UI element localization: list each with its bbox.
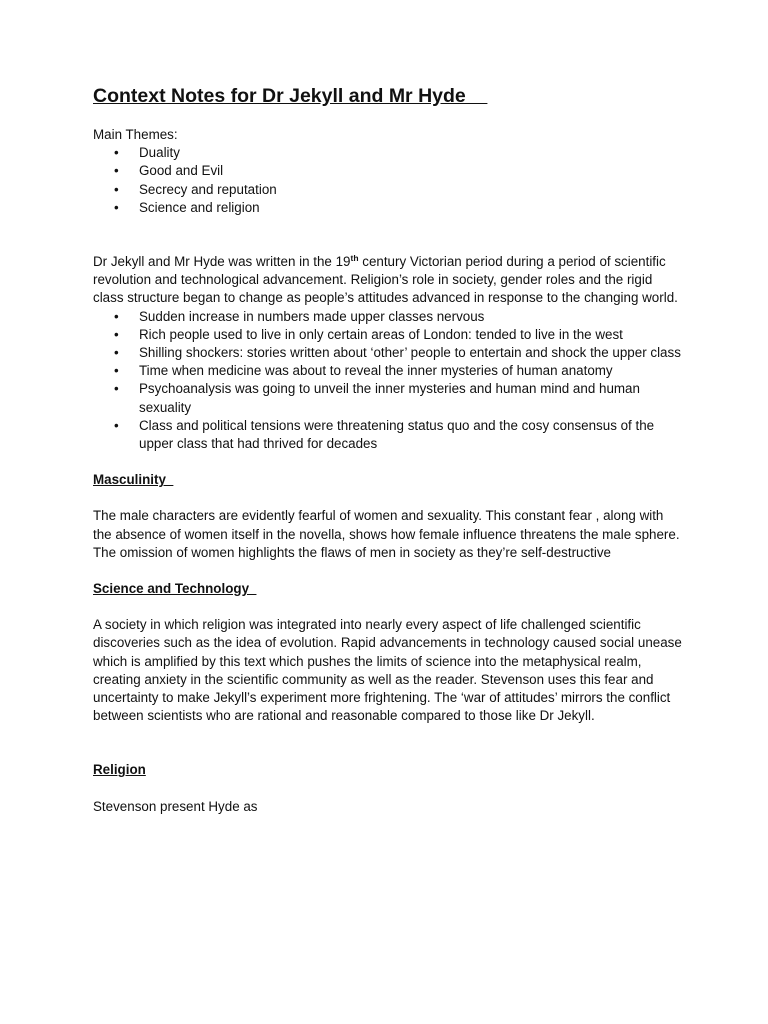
context-bullet: • Shilling shockers: stories written about ‘other’ people to entertain and shock the upper class bbox=[93, 344, 684, 362]
context-bullet: • Sudden increase in numbers made upper classes nervous bbox=[93, 308, 684, 326]
context-intro-text-a: Dr Jekyll and Mr Hyde was written in the 19 bbox=[93, 254, 351, 270]
century-superscript: th bbox=[350, 253, 359, 264]
context-intro-paragraph bbox=[93, 253, 684, 308]
document-title: Context Notes for Dr Jekyll and Mr Hyde bbox=[93, 85, 488, 107]
science-technology-heading: Science and Technology bbox=[93, 581, 257, 597]
theme-item: • Good and Evil bbox=[93, 162, 684, 180]
religion-paragraph: Stevenson present Hyde as bbox=[93, 798, 258, 814]
context-bullet-list bbox=[93, 308, 684, 454]
masculinity-heading: Masculinity bbox=[93, 472, 174, 488]
main-themes-label: Main Themes: bbox=[93, 127, 178, 142]
religion-heading: Religion bbox=[93, 762, 146, 778]
theme-item: • Secrecy and reputation bbox=[93, 181, 684, 199]
context-bullet: • Rich people used to live in only certain areas of London: tended to live in the west bbox=[93, 326, 684, 344]
theme-item: • Duality bbox=[93, 144, 684, 162]
context-bullet: • Time when medicine was about to reveal the inner mysteries of human anatomy bbox=[93, 362, 684, 380]
masculinity-paragraph: The male characters are evidently fearful of women and sexuality. This constant fear , along with the absence of women itself in the novella, shows how female influence threatens the male sphere. The omission of women highlights the flaws of men in society as they’re self-destructive bbox=[93, 508, 680, 560]
theme-item: • Science and religion bbox=[93, 199, 684, 217]
context-bullet: • Class and political tensions were threatening status quo and the cosy consensus of the upper class that had thrived for decades bbox=[93, 417, 684, 453]
main-themes-list bbox=[93, 144, 684, 217]
context-intro-text-b: century Victorian period during a period of scientific revolution and technological advancement. Religion’s role in society, gender roles and the rigid class structure began to change as people’s attitudes advanced in response to the changing world. bbox=[93, 254, 678, 306]
science-technology-paragraph: A society in which religion was integrated into nearly every aspect of life challenged scientific discoveries such as the idea of evolution. Rapid advancements in technology caused social unease which is amplified by this text which pushes the limits of science into the metaphysical realm, creating anxiety in the scientific community as well as the reader. Stevenson uses this fear and uncertainty to make Jekyll’s experiment more frightening. The ‘war of attitudes’ mirrors the conflict between scientists who are rational and reasonable compared to those like Dr Jekyll. bbox=[93, 617, 682, 724]
context-bullet: • Psychoanalysis was going to unveil the inner mysteries and human mind and human sexuality bbox=[93, 380, 684, 416]
